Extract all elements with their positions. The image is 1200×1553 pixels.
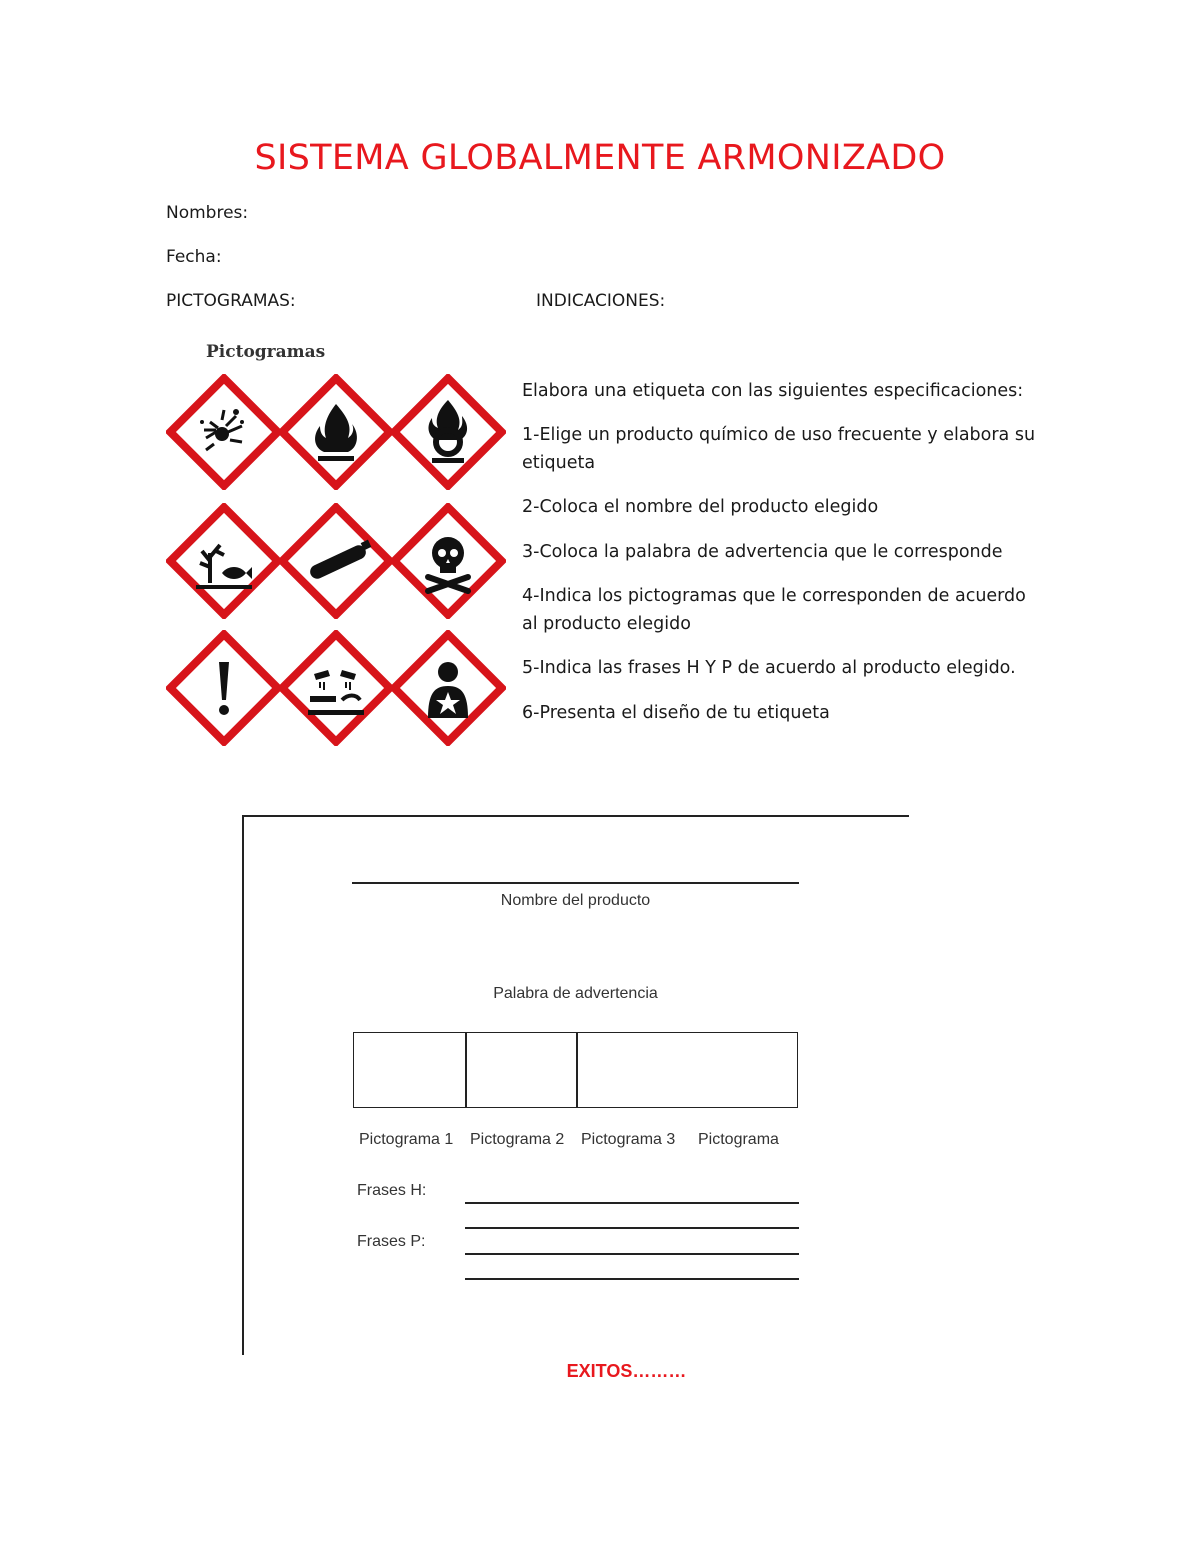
pictogram-caption-2: Pictograma 2 bbox=[470, 1131, 565, 1148]
gas-cylinder-icon bbox=[278, 503, 394, 619]
pictogram-caption-1: Pictograma 1 bbox=[359, 1131, 454, 1148]
fecha-label: Fecha: bbox=[166, 247, 222, 267]
phrases-p-label: Frases P: bbox=[357, 1233, 426, 1250]
instructions-list bbox=[522, 377, 1042, 727]
page-title: SISTEMA GLOBALMENTE ARMONIZADO bbox=[254, 138, 946, 178]
instruction-intro: Elabora una etiqueta con las siguientes especificaciones: bbox=[522, 381, 1024, 401]
phrases-h-label: Frases H: bbox=[357, 1182, 427, 1199]
phrase-line bbox=[465, 1227, 799, 1229]
health-hazard-icon bbox=[390, 630, 506, 746]
oxidizer-icon bbox=[390, 374, 506, 490]
flammable-icon bbox=[278, 374, 394, 490]
closing-text: EXITOS……… bbox=[566, 1361, 687, 1381]
environment-icon bbox=[166, 503, 282, 619]
indicaciones-heading: INDICACIONES: bbox=[536, 291, 666, 311]
pictogram-caption-3: Pictograma 3 bbox=[581, 1131, 676, 1148]
template-left-border bbox=[242, 815, 244, 1355]
instruction-item: 3-Coloca la palabra de advertencia que le corresponde bbox=[522, 542, 1003, 562]
pictogram-panel-heading: Pictogramas bbox=[206, 342, 326, 362]
pictogram-caption-4: Pictograma bbox=[698, 1131, 779, 1148]
product-name-label: Nombre del producto bbox=[500, 892, 651, 909]
nombres-label: Nombres: bbox=[166, 203, 249, 223]
pictogram-boxes bbox=[353, 1032, 798, 1108]
corrosive-icon bbox=[278, 630, 394, 746]
phrase-line bbox=[465, 1253, 799, 1255]
instruction-item: 2-Coloca el nombre del producto elegido bbox=[522, 497, 879, 517]
product-name-line bbox=[352, 882, 799, 884]
exclamation-icon bbox=[166, 630, 282, 746]
instruction-item: 6-Presenta el diseño de tu etiqueta bbox=[522, 703, 830, 723]
warning-word-label: Palabra de advertencia bbox=[493, 985, 658, 1002]
box-divider bbox=[465, 1033, 467, 1107]
template-top-border bbox=[242, 815, 909, 817]
box-divider bbox=[576, 1033, 578, 1107]
explosive-icon bbox=[166, 374, 282, 490]
skull-crossbones-icon bbox=[390, 503, 506, 619]
instruction-item: 1-Elige un producto químico de uso frecuente y elabora su etiqueta bbox=[522, 425, 1036, 473]
instruction-item: 5-Indica las frases H Y P de acuerdo al producto elegido. bbox=[522, 658, 1016, 678]
phrase-line bbox=[465, 1202, 799, 1204]
phrase-line bbox=[465, 1278, 799, 1280]
pictogramas-heading: PICTOGRAMAS: bbox=[166, 291, 296, 311]
instruction-item: 4-Indica los pictogramas que le corresponden de acuerdo al producto elegido bbox=[522, 586, 1026, 634]
